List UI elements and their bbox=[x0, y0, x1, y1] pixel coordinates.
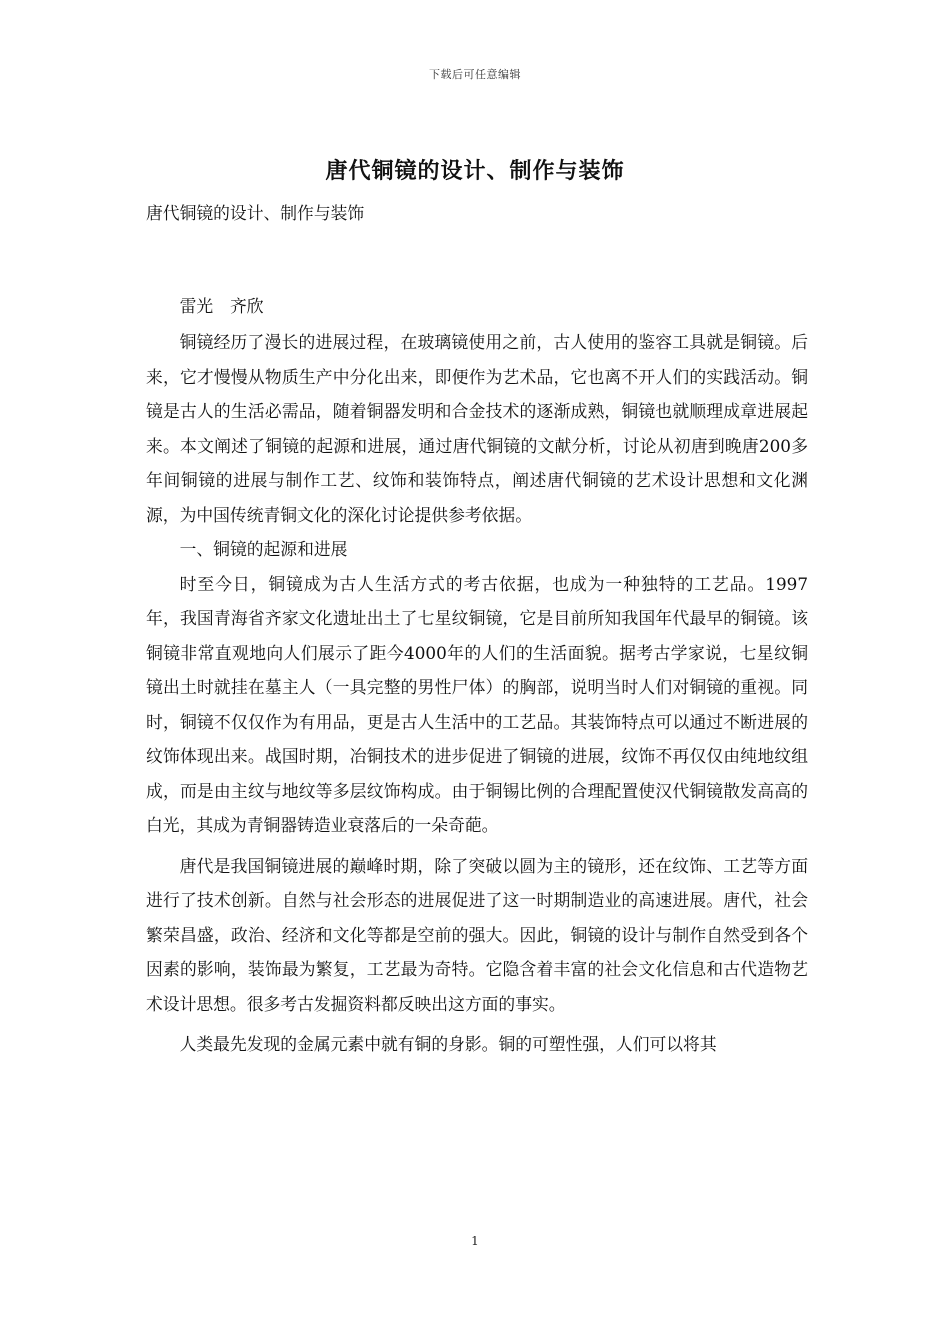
paragraph-abstract: 铜镜经历了漫长的进展过程，在玻璃镜使用之前，古人使用的鉴容工具就是铜镜。后来，它才慢慢从物质生产中分化出来，即便作为艺术品，它也离不开人们的实践活动。铜镜是古人的生活必需品，随着铜器发明和合金技术的逐渐成熟，铜镜也就顺理成章进展起来。本文阐述了铜镜的起源和进展，通过唐代铜镜的文献分析，讨论从初唐到晚唐200多年间铜镜的进展与制作工艺、纹饰和装饰特点，阐述唐代铜镜的艺术设计思想和文化渊源，为中国传统青铜文化的深化讨论提供参考依据。 bbox=[146, 332, 808, 525]
document-body bbox=[146, 196, 808, 1062]
paragraph-origin: 时至今日，铜镜成为古人生活方式的考古依据，也成为一种独特的工艺品。1997年，我国青海省齐家文化遗址出土了七星纹铜镜，它是目前所知我国年代最早的铜镜。该铜镜非常直观地向人们展示了距今4000年的人们的生活面貌。据考古学家说，七星纹铜镜出土时就挂在墓主人（一具完整的男性尸体）的胸部，说明当时人们对铜镜的重视。同时，铜镜不仅仅作为有用品，更是古人生活中的工艺品。其装饰特点可以通过不断进展的纹饰体现出来。战国时期，冶铜技术的进步促进了铜镜的进展，纹饰不再仅仅由纯地纹组成，而是由主纹与地纹等多层纹饰构成。由于铜锡比例的合理配置使汉代铜镜散发高高的白光，其成为青铜器铸造业衰落后的一朵奇葩。 bbox=[146, 573, 808, 835]
authors-line: 雷光 齐欣 bbox=[179, 295, 264, 316]
paragraph-tang-peak: 唐代是我国铜镜进展的巅峰时期，除了突破以圆为主的镜形，还在纹饰、工艺等方面进行了技术创新。自然与社会形态的进展促进了这一时期制造业的高速进展。唐代，社会繁荣昌盛，政治、经济和文化等都是空前的强大。因此，铜镜的设计与制作自然受到各个因素的影响，装饰最为繁复，工艺最为奇特。它隐含着丰富的社会文化信息和古代造物艺术设计思想。很多考古发掘资料都反映出这方面的事实。 bbox=[146, 855, 808, 1014]
paragraph-copper: 人类最先发现的金属元素中就有铜的身影。铜的可塑性强，人们可以将其 bbox=[179, 1034, 717, 1054]
document-subtitle: 唐代铜镜的设计、制作与装饰 bbox=[146, 203, 365, 223]
header-note: 下载后可任意编辑 bbox=[429, 68, 521, 81]
section-heading-origin: 一、铜镜的起源和进展 bbox=[179, 539, 348, 559]
document-title: 唐代铜镜的设计、制作与装饰 bbox=[325, 158, 625, 184]
page-number: 1 bbox=[471, 1234, 479, 1248]
